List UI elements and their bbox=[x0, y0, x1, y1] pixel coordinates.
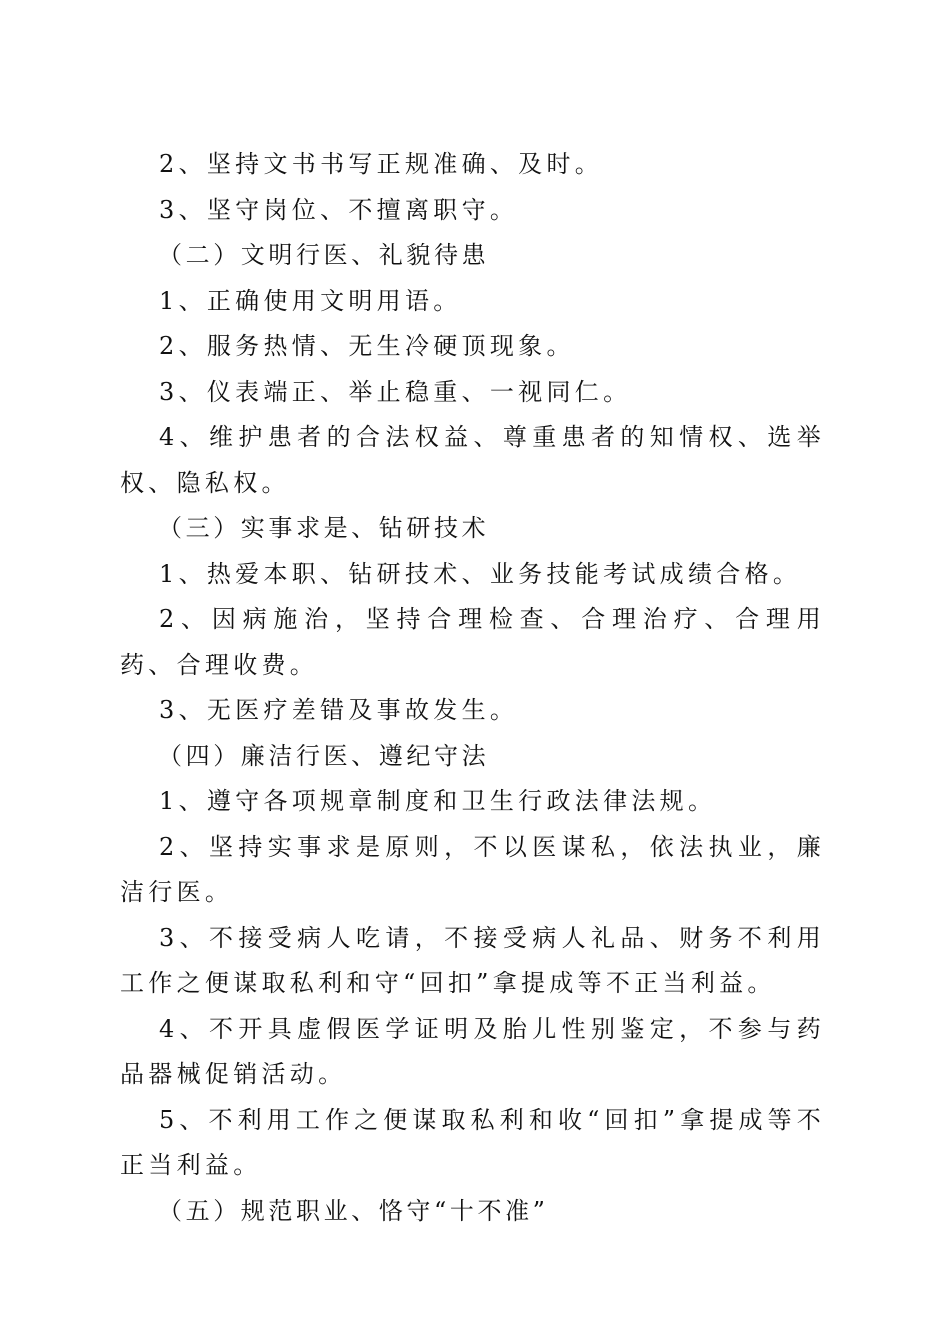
list-item: 2、服务热情、无生冷硬顶现象。 bbox=[159, 332, 575, 360]
list-item: 3、不接受病人吃请，不接受病人礼品、财务不利用工作之便谋取私利和守“回扣”拿提成等不正当利益。 bbox=[120, 923, 825, 997]
list-item: 3、无医疗差错及事故发生。 bbox=[159, 696, 519, 724]
section-heading: （二）文明行医、礼貌待患 bbox=[158, 241, 490, 269]
list-item: 1、热爱本职、钻研技术、业务技能考试成绩合格。 bbox=[159, 559, 802, 588]
list-item: 1、遵守各项规章制度和卫生行政法律法规。 bbox=[159, 787, 717, 815]
list-item: 2、因病施治，坚持合理检查、合理治疗、合理用药、合理收费。 bbox=[120, 605, 825, 679]
list-item: 5、不利用工作之便谋取私利和收“回扣”拿提成等不正当利益。 bbox=[120, 1105, 825, 1179]
section-heading: （五）规范职业、恪守“十不准” bbox=[158, 1196, 549, 1225]
list-item: 4、不开具虚假医学证明及胎儿性别鉴定，不参与药品器械促销活动。 bbox=[120, 1014, 825, 1088]
section-heading: （四）廉洁行医、遵纪守法 bbox=[158, 741, 490, 770]
document-body bbox=[120, 142, 825, 1234]
list-item: 1、正确使用文明用语。 bbox=[159, 286, 462, 315]
list-item: 3、仪表端正、举止稳重、一视同仁。 bbox=[159, 377, 632, 406]
section-heading: （三）实事求是、钻研技术 bbox=[158, 514, 490, 542]
list-item: 3、坚守岗位、不擅离职守。 bbox=[159, 195, 519, 224]
list-item: 2、坚持实事求是原则，不以医谋私，依法执业，廉洁行医。 bbox=[120, 832, 825, 906]
list-item: 2、坚持文书书写正规准确、及时。 bbox=[159, 150, 604, 178]
list-item: 4、维护患者的合法权益、尊重患者的知情权、选举权、隐私权。 bbox=[120, 423, 825, 497]
